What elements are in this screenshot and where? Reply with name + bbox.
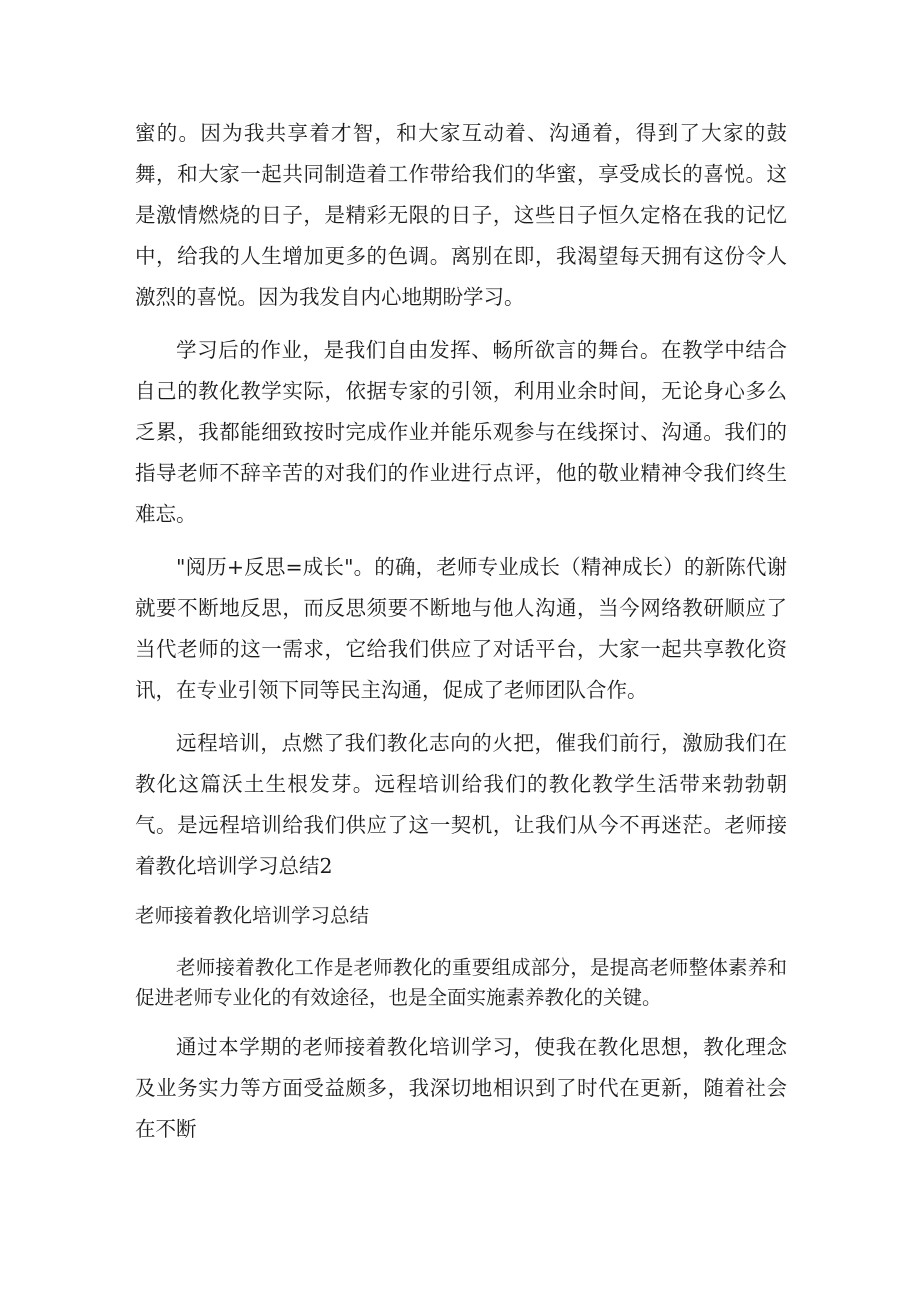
paragraph-4: 远程培训，点燃了我们教化志向的火把，催我们前行，激励我们在教化这篇沃土生根发芽。远程培训给我们的教化教学生活带来勃勃朝气。是远程培训给我们供应了这一契机，让我们从今不再迷茫。老师接着教化培训学习总结2 — [135, 731, 787, 878]
paragraph-3: "阅历+反思=成长"。的确，老师专业成长（精神成长）的新陈代谢就要不断地反思，而反思须要不断地与他人沟通，当今网络教研顺应了当代老师的这一需求，它给我们供应了对话平台，大家一起共享教化资讯，在专业引领下同等民主沟通，促成了老师团队合作。 — [135, 555, 787, 702]
document-body — [135, 113, 787, 1150]
section-heading: 老师接着教化培训学习总结 — [135, 904, 370, 927]
section2-paragraph-1: 老师接着教化工作是老师教化的重要组成部分，是提高老师整体素养和促进老师专业化的有效途径，也是全面实施素养教化的关键。 — [135, 956, 787, 1009]
section2-paragraph-2: 通过本学期的老师接着教化培训学习，使我在教化思想，教化理念及业务实力等方面受益颇多，我深切地相识到了时代在更新，随着社会在不断 — [135, 1035, 787, 1141]
paragraph-1: 蜜的。因为我共享着才智，和大家互动着、沟通着，得到了大家的鼓舞，和大家一起共同制造着工作带给我们的华蜜，享受成长的喜悦。这是激情燃烧的日子，是精彩无限的日子，这些日子恒久定格在我的记忆中，给我的人生增加更多的色调。离别在即，我渴望每天拥有这份令人激烈的喜悦。因为我发自内心地期盼学习。 — [135, 121, 787, 309]
paragraph-2: 学习后的作业，是我们自由发挥、畅所欲言的舞台。在教学中结合自己的教化教学实际，依据专家的引领，利用业余时间，无论身心多么乏累，我都能细致按时完成作业并能乐观参与在线探讨、沟通。我们的指导老师不辞辛苦的对我们的作业进行点评，他的敬业精神令我们终生难忘。 — [135, 338, 787, 526]
